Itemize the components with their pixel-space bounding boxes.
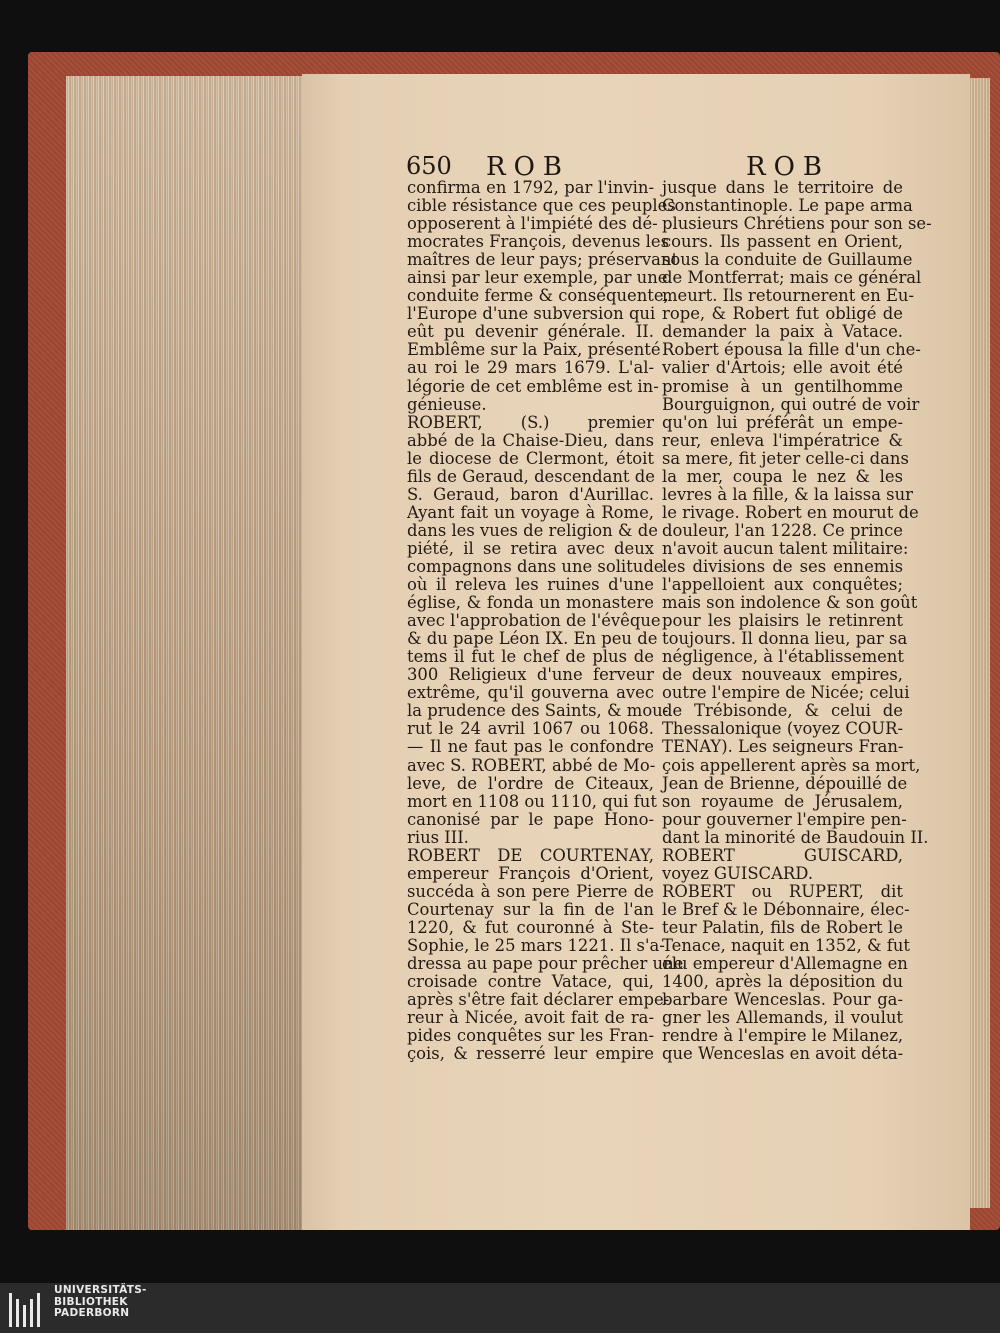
text-line-content: & du pape Léon IX. En peu de	[407, 629, 658, 649]
text-line-content: eût pu devenir générale. II.	[407, 322, 654, 342]
text-line	[407, 286, 669, 306]
text-line	[662, 196, 913, 216]
text-line-content: jusque dans le territoire de	[662, 178, 903, 197]
text-line-content: voyez GUISCARD.	[662, 863, 814, 883]
text-line-content: empereur François d'Orient,	[407, 863, 654, 883]
text-line	[407, 919, 654, 937]
text-line-content: Ayant fait un voyage à Rome,	[407, 502, 654, 522]
text-line-content: valier d'Artois; elle avoit été	[662, 358, 903, 378]
text-line-content: l'Europe d'une subversion qui	[407, 304, 656, 324]
text-line-content: toujours. Il donna lieu, par sa	[662, 629, 908, 649]
text-line-content: outre l'empire de Nicée; celui	[662, 683, 910, 703]
text-line	[662, 359, 903, 377]
text-line	[662, 522, 903, 540]
text-line-content: la prudence des Saints, & mou-	[407, 701, 669, 721]
text-line-content: Bourguignon, qui outré de voir	[662, 394, 920, 414]
text-line-content: l'appelloient aux conquêtes;	[662, 575, 903, 595]
text-line	[407, 432, 654, 450]
text-line-content: croisade contre Vatace, qui,	[407, 972, 654, 992]
text-line-content: reur à Nicée, avoit fait de ra-	[407, 1008, 654, 1028]
text-line	[662, 484, 913, 504]
text-line	[407, 179, 654, 197]
text-line-content: TENAY). Les seigneurs Fran-	[662, 737, 904, 757]
text-line-content: — Il ne faut pas le confondre	[407, 737, 654, 757]
library-logo-icon	[6, 1287, 50, 1331]
text-line	[662, 883, 903, 901]
text-line	[662, 323, 903, 341]
text-line-content: Sophie, le 25 mars 1221. Il s'a-	[407, 935, 665, 955]
text-line-content: ainsi par leur exemple, par une	[407, 268, 668, 288]
text-line	[662, 448, 909, 468]
text-line	[662, 502, 919, 522]
text-line-content: rut le 24 avril 1067 ou 1068.	[407, 719, 654, 739]
text-line-content: ROBERT, (S.) premier	[407, 412, 654, 432]
text-line-content: plusieurs Chrétiens pour son se-	[662, 214, 932, 234]
text-line-content: au roi le 29 mars 1679. L'al-	[407, 358, 654, 378]
text-line-content: sous la conduite de Guillaume	[662, 250, 913, 270]
text-line-content: reur, enleva l'impératrice &	[662, 430, 903, 450]
text-line	[407, 414, 654, 432]
text-line	[407, 847, 654, 865]
text-line	[662, 683, 910, 703]
text-line-content: de deux nouveaux empires,	[662, 665, 903, 685]
text-line	[407, 1009, 654, 1027]
text-line	[407, 504, 654, 522]
text-line-content: douleur, l'an 1228. Ce prince	[662, 520, 903, 540]
text-line	[662, 576, 903, 594]
text-line	[407, 359, 654, 377]
text-line-content: piété, il se retira avec deux	[407, 538, 654, 558]
text-line-content: ROBERT DE COURTENAY,	[407, 845, 654, 865]
text-line	[407, 196, 676, 216]
text-line-content: ROBERT ou RUPERT, dit	[662, 881, 903, 901]
text-line-content: dans les vues de religion & de	[407, 520, 658, 540]
text-line-content: cible résistance que ces peuples	[407, 196, 676, 216]
text-line-content: Tenace, naquit en 1352, & fut	[662, 935, 911, 955]
text-line	[407, 396, 654, 414]
text-line-content: de Montferrat; mais ce général	[662, 268, 922, 288]
text-line-content: Constantinople. Le pape arma	[662, 196, 913, 216]
text-column-left	[407, 178, 684, 1064]
text-line	[407, 556, 664, 576]
text-line-content: mocrates François, devenus les	[407, 232, 670, 252]
text-line-content: dant la minorité de Baudouin II.	[662, 827, 929, 847]
text-line	[407, 468, 654, 486]
right-page-edges	[968, 78, 990, 1208]
text-line	[407, 629, 658, 649]
text-line	[662, 538, 909, 558]
text-line	[662, 793, 903, 811]
text-line	[407, 666, 654, 684]
text-column-right	[662, 178, 932, 1064]
text-line	[662, 414, 903, 432]
text-line	[662, 378, 903, 396]
text-line	[662, 286, 915, 306]
text-line	[662, 666, 903, 684]
text-line-content: le diocese de Clermont, étoit	[407, 448, 654, 468]
text-line	[407, 268, 668, 288]
text-line	[662, 593, 918, 613]
text-line	[662, 629, 908, 649]
text-line	[662, 773, 908, 793]
text-line-content: légorie de cet emblême est in-	[407, 376, 659, 396]
text-line-content: succéda à son pere Pierre de	[407, 881, 654, 901]
text-line-content: église, & fonda un monastere	[407, 593, 654, 613]
text-line	[662, 865, 903, 883]
text-line-content: la mer, coupa le nez & les	[662, 466, 903, 486]
text-line	[407, 738, 654, 756]
text-line-content: teur Palatin, fils de Robert le	[662, 917, 903, 937]
text-line	[662, 738, 903, 756]
text-line-content: Courtenay sur la fin de l'an	[407, 899, 654, 919]
text-line-content: où il releva les ruines d'une	[407, 575, 654, 595]
text-line-content: n'avoit aucun talent militaire:	[662, 538, 909, 558]
text-line-content: Jean de Brienne, dépouillé de	[662, 773, 908, 793]
text-line	[662, 847, 903, 865]
text-line	[407, 540, 654, 558]
text-line	[662, 935, 911, 955]
text-line-content: levres à la fille, & la laissa sur	[662, 484, 913, 504]
text-line	[662, 1027, 903, 1045]
text-line-content: dressa au pape pour prêcher une	[407, 954, 684, 974]
text-line-content: çois, & resserré leur empire	[407, 1044, 654, 1064]
text-line	[407, 775, 654, 793]
text-line-content: après s'être fait déclarer empe-	[407, 990, 670, 1010]
text-line	[662, 340, 921, 360]
text-line-content: rius III.	[407, 827, 469, 847]
text-line	[407, 250, 679, 270]
text-line-content: mort en 1108 ou 1110, qui fut	[407, 791, 657, 811]
running-head-left: ROB	[486, 152, 570, 182]
text-line	[662, 179, 903, 197]
text-line-content: négligence, à l'établissement	[662, 647, 904, 667]
text-line	[407, 214, 658, 234]
text-line-content: Emblême sur la Paix, présenté	[407, 340, 661, 360]
text-line-content: 300 Religieux d'une ferveur	[407, 665, 654, 685]
text-line	[662, 612, 903, 630]
text-line	[407, 883, 654, 901]
text-line-content: canonisé par le pape Hono-	[407, 809, 654, 829]
text-line	[662, 468, 903, 486]
text-line	[662, 648, 903, 666]
text-line	[407, 576, 654, 594]
text-line	[662, 268, 922, 288]
text-line	[407, 323, 654, 341]
page-number: 650	[406, 152, 452, 180]
text-line	[662, 1009, 903, 1027]
text-line-content: opposerent à l'impiété des dé-	[407, 214, 658, 234]
text-line	[662, 214, 932, 234]
text-line	[662, 702, 903, 720]
text-line-content: meurt. Ils retournerent en Eu-	[662, 286, 915, 306]
running-head-right: ROB	[746, 152, 830, 182]
text-line	[662, 394, 920, 414]
text-line-content: avec l'approbation de l'évêque	[407, 611, 661, 631]
text-line-content: confirma en 1792, par l'invin-	[407, 178, 654, 197]
text-line	[407, 450, 654, 468]
text-line	[662, 250, 913, 270]
text-line-content: le rivage. Robert en mourut de	[662, 502, 919, 522]
text-line-content: avec S. ROBERT, abbé de Mo-	[407, 755, 656, 775]
text-line	[662, 720, 903, 738]
text-line-content: pour les plaisirs le retinrent	[662, 611, 903, 631]
text-line-content: maîtres de leur pays; préservant	[407, 250, 679, 270]
text-line-content: élu empereur d'Allemagne en	[662, 954, 908, 974]
text-line	[407, 811, 654, 829]
text-line-content: rope, & Robert fut obligé de	[662, 304, 903, 324]
text-line-content: demander la paix à Vatace.	[662, 322, 903, 342]
text-line-content: pides conquêtes sur les Fran-	[407, 1026, 654, 1046]
text-line-content: que Wenceslas en avoit déta-	[662, 1044, 904, 1064]
text-line-content: mais son indolence & son goût	[662, 593, 918, 613]
text-line	[407, 791, 657, 811]
text-line-content: çois appellerent après sa mort,	[662, 755, 921, 775]
text-line-content: cours. Ils passent en Orient,	[662, 232, 903, 252]
text-line	[407, 340, 661, 360]
text-line	[407, 954, 684, 974]
text-line-content: pour gouverner l'empire pen-	[662, 809, 907, 829]
text-line	[407, 232, 670, 252]
text-line-content: de Trébisonde, & celui de	[662, 701, 903, 721]
text-line	[407, 935, 665, 955]
text-line	[407, 486, 654, 504]
text-line	[407, 1027, 654, 1045]
library-footer	[0, 1283, 1000, 1333]
text-line-content: les divisions de ses ennemis	[662, 556, 903, 576]
text-line	[662, 991, 903, 1009]
left-page-edges	[66, 76, 303, 1230]
text-line	[662, 432, 903, 450]
text-line	[407, 376, 659, 396]
text-line-content: compagnons dans une solitude	[407, 556, 664, 576]
text-line	[662, 954, 908, 974]
text-line	[407, 701, 669, 721]
text-line	[407, 865, 654, 883]
text-line-content: le Bref & le Débonnaire, élec-	[662, 899, 910, 919]
text-line-content: 1220, & fut couronné à Ste-	[407, 917, 654, 937]
text-line	[407, 684, 654, 702]
text-line	[407, 720, 654, 738]
text-line	[662, 305, 903, 323]
text-line	[662, 827, 929, 847]
text-line-content: Thessalonique (voyez COUR-	[662, 719, 903, 739]
text-line-content: promise à un gentilhomme	[662, 376, 903, 396]
text-line	[407, 757, 654, 775]
library-name: UNIVERSITÄTS- BIBLIOTHEK PADERBORN	[54, 1284, 147, 1319]
text-line-content: rendre à l'empire le Milanez,	[662, 1026, 904, 1046]
text-line	[407, 990, 670, 1010]
text-line-content: extrême, qu'il gouverna avec	[407, 683, 654, 703]
text-line-content: ROBERT GUISCARD,	[662, 845, 903, 865]
text-line-content: qu'on lui préférât un empe-	[662, 412, 903, 432]
text-line	[662, 1045, 903, 1063]
text-line	[407, 829, 654, 847]
text-line	[407, 648, 654, 666]
text-line-content: conduite ferme & conséquente,	[407, 286, 669, 306]
text-line-content: leve, de l'ordre de Citeaux,	[407, 773, 654, 793]
text-line	[407, 594, 654, 612]
text-line	[407, 520, 658, 540]
text-line	[407, 611, 661, 631]
text-line	[407, 1045, 654, 1063]
text-line	[662, 919, 903, 937]
text-line-content: sa mere, fit jeter celle-ci dans	[662, 448, 909, 468]
text-line-content: Robert épousa la fille d'un che-	[662, 340, 921, 360]
text-line-content: abbé de la Chaise-Dieu, dans	[407, 430, 654, 450]
text-line	[662, 973, 903, 991]
text-line-content: son royaume de Jérusalem,	[662, 791, 903, 811]
text-line	[662, 809, 907, 829]
text-line-content: fils de Geraud, descendant de	[407, 466, 655, 486]
text-line	[662, 755, 921, 775]
text-line-content: 1400, après la déposition du	[662, 972, 903, 992]
text-line	[662, 899, 910, 919]
text-line	[662, 558, 903, 576]
text-line	[662, 233, 903, 251]
text-line-content: tems il fut le chef de plus de	[407, 647, 654, 667]
text-line	[407, 305, 654, 323]
text-line-content: S. Geraud, baron d'Aurillac.	[407, 484, 654, 504]
text-line-content: génieuse.	[407, 394, 487, 414]
text-line	[407, 901, 654, 919]
text-line-content: barbare Wenceslas. Pour ga-	[662, 990, 903, 1010]
text-line-content: gner les Allemands, il voulut	[662, 1008, 903, 1028]
text-line	[407, 973, 654, 991]
